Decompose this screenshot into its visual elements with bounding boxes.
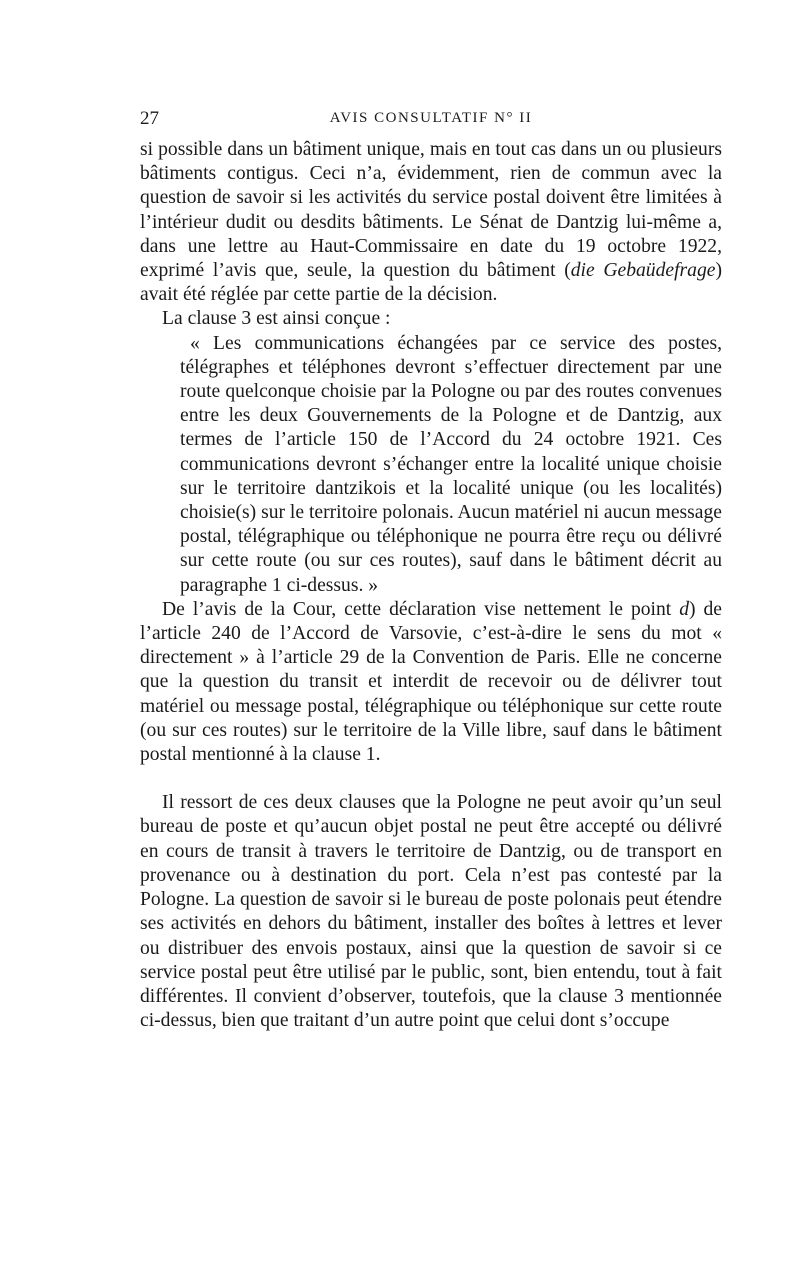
paragraph-1-text-b: ) avait été réglée par cette partie de la décision. (140, 260, 722, 306)
running-header (140, 108, 722, 138)
running-title: AVIS CONSULTATIF N° II (329, 110, 533, 126)
paragraph-1 (140, 138, 722, 307)
paragraph-1-italic-term: die Gebaüdefrage (570, 260, 716, 282)
paragraph-3-text-a: De l’avis de la Cour, cette déclaration vise nettement le point (162, 598, 680, 620)
paragraph-3-text-b: ) de l’article 240 de l’Accord de Varsovie, c’est-à-dire le sens du mot « directement » à l’article 29 de la Convention de Paris. Elle ne concerne que la question du transit et interdit de recevoir ou de délivrer tout matériel ou message postal, télégraphique ou téléphonique sur cette route (ou sur ces routes) sur le territoire de la Ville libre, sauf dans le bâtiment postal mentionné à la clause 1. (140, 598, 722, 766)
paragraph-2: La clause 3 est ainsi conçue : (162, 308, 391, 330)
paragraph-3-italic-letter: d (679, 598, 689, 620)
quoted-clause: « Les communications échangées par ce service des postes, télégraphes et téléphones devront s’effectuer directement par une route quelconque choisie par la Pologne ou par des routes convenues entre les deux Gouvernements de la Pologne et de Dantzig, aux termes de l’article 150 de l’Accord du 24 octobre 1921. Ces communications devront s’échanger entre la localité unique choisie sur le territoire dantzikois et la localité unique (ou les localités) choisie(s) sur le territoire polonais. Aucun matériel ni aucun message postal, télégraphique ou téléphonique ne pourra être reçu ou délivré sur cette route (ou sur ces routes), sauf dans le bâtiment décrit au paragraphe 1 ci-dessus. » (180, 332, 722, 596)
paragraph-4: Il ressort de ces deux clauses que la Pologne ne peut avoir qu’un seul bureau de poste et qu’aucun objet postal ne peut être accepté ou délivré en cours de transit à travers le territoire de Dantzig, ou de transport en provenance ou à destination du port. Cela n’est pas contesté par la Pologne. La question de savoir si le bureau de poste polonais peut étendre ses activités en dehors du bâtiment, installer des boîtes à lettres et lever ou distribuer des envois postaux, ainsi que la question de savoir si ce service postal peut être utilisé par le public, sont, bien entendu, tout à fait différentes. Il convient d’observer, toutefois, que la clause 3 mentionnée ci-dessus, bien que traitant d’un autre point que celui dont s’occupe (140, 792, 722, 1032)
paragraph-1-text-a: si possible dans un bâtiment unique, mais en tout cas dans un ou plusieurs bâtiments contigus. Ceci n’a, évidemment, rien de commun avec la question de savoir si les activités du service postal doivent être limitées à l’intérieur dudit ou desdits bâtiments. Le Sénat de Dantzig lui-même a, dans une lettre au Haut-Commissaire en date du 19 octobre 1922, exprimé l’avis que, seule, la question du bâtiment ( (140, 139, 722, 282)
page-number: 27 (140, 108, 159, 129)
document-page (140, 108, 722, 1033)
paragraph-gap (140, 767, 722, 791)
paragraph-3 (140, 598, 722, 767)
